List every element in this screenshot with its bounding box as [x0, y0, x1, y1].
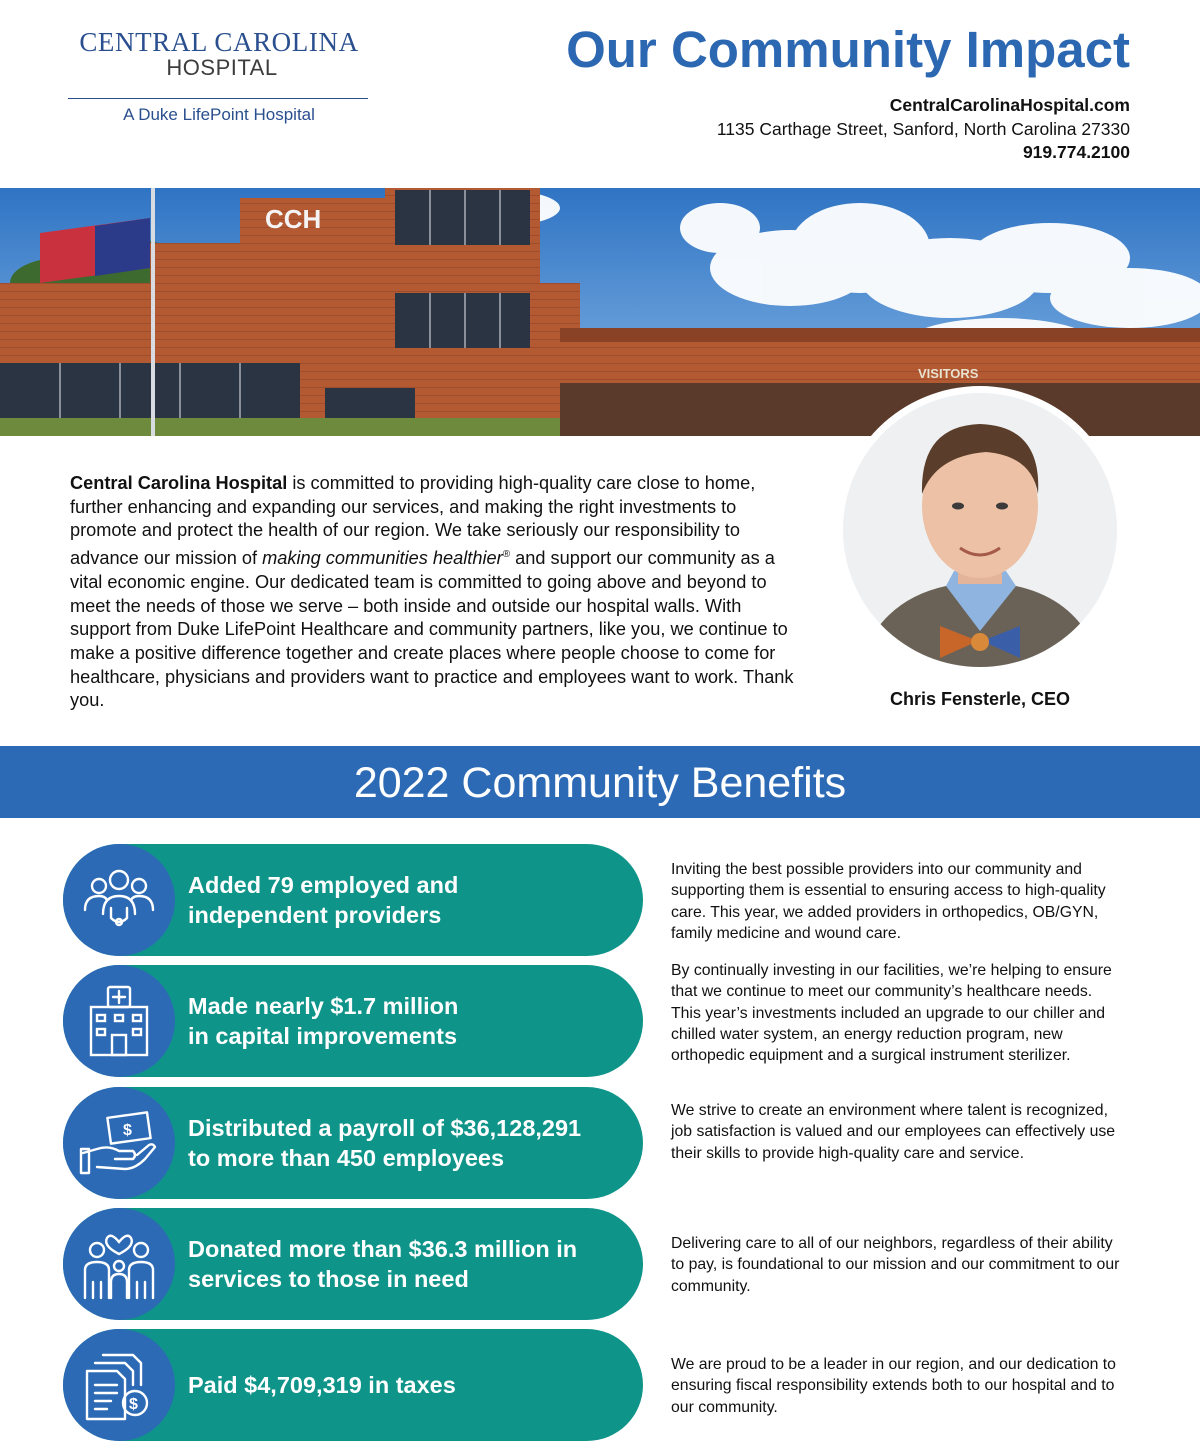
benefit-providers: [63, 844, 643, 956]
svg-text:$: $: [129, 1396, 138, 1413]
ceo-portrait: [836, 386, 1124, 674]
section-banner: 2022 Community Benefits: [0, 746, 1200, 818]
tax-document-icon: [75, 1341, 163, 1429]
benefit-icon-circle: [63, 844, 175, 956]
benefit-payroll: [63, 1087, 643, 1199]
benefit-title: [188, 1208, 628, 1320]
visitors-sign: VISITORS: [918, 366, 979, 381]
benefit-capital: [63, 965, 643, 1077]
hospital-building-icon: [75, 977, 163, 1065]
contact-block: [717, 94, 1130, 165]
logo-name: CENTRAL CAROLINA: [79, 27, 359, 57]
benefit-title-line1: Added 79 employed and: [188, 872, 459, 898]
registered-mark: ®: [502, 549, 511, 561]
benefit-icon-circle: [63, 1087, 175, 1199]
benefit-title-line2: to more than 450 employees: [188, 1145, 505, 1171]
benefit-title: [188, 844, 628, 956]
benefit-title: [188, 1329, 628, 1441]
benefit-taxes: [63, 1329, 643, 1441]
address: 1135 Carthage Street, Sanford, North Carolina 27330: [716, 118, 1130, 139]
benefit-description: We strive to create an environment where talent is recognized, job satisfaction is valued and our employees can effectively use their skills to provide high-quality care and service.: [671, 1102, 1116, 1162]
intro-paragraph: [70, 472, 805, 713]
benefit-title-line2: in capital improvements: [188, 1023, 458, 1049]
benefit-icon-circle: [63, 1208, 175, 1320]
family-heart-icon: [75, 1220, 163, 1308]
benefit-title-line2: services to those in need: [188, 1266, 469, 1292]
people-group-icon: [75, 856, 163, 944]
benefit-icon-circle: [63, 965, 175, 1077]
benefit-title: [188, 965, 628, 1077]
mission-statement: making communities healthier: [262, 548, 503, 569]
benefit-description: By continually investing in our facilities, we’re helping to ensure that we continue to meet our community’s healthcare needs. This year’s investments included an upgrade to our chiller and chilled water system, an energy reduction program, new orthopedic equipment and a surgical instrument sterilizer.: [671, 962, 1112, 1065]
benefit-donations: [63, 1208, 643, 1320]
benefit-description: Delivering care to all of our neighbors, regardless of their ability to pay, is foundational to our mission and our commitment to our community.: [671, 1235, 1120, 1295]
intro-text-a: is committed to providing high-quality care close to home, further enhancing and expanding our services, and making the right investments to promote and protect the health of our region. We take seriously our responsibility to advance our mission of: [70, 473, 756, 569]
website-link[interactable]: CentralCarolinaHospital.com: [889, 95, 1130, 115]
hand-money-icon: [75, 1099, 163, 1187]
benefit-title-line1: Distributed a payroll of $36,128,291: [188, 1115, 582, 1141]
intro-text-b: and support our community as a vital economic engine. Our dedicated team is committed to going above and beyond to meet the needs of those we serve – both inside and outside our hospital walls. With support from Duke LifePoint Healthcare and community partners, like you, we continue to make a positive difference together and create places where people choose to come for healthcare, physicians and providers want to practice and employees want to work. Thank you.: [70, 548, 794, 711]
logo-subname: HOSPITAL: [166, 55, 278, 80]
benefit-description: Inviting the best possible providers into our community and supporting them is essential to ensuring access to high-quality care. This year, we added providers in orthopedics, OB/GYN, family medicine and wound care.: [671, 861, 1106, 942]
logo-divider: [68, 98, 368, 99]
phone-number[interactable]: 919.774.2100: [1022, 142, 1130, 162]
benefit-icon-circle: [63, 1329, 175, 1441]
benefit-title-line2: independent providers: [188, 902, 442, 928]
logo-tagline: A Duke LifePoint Hospital: [123, 105, 315, 124]
building-sign: CCH: [265, 204, 322, 234]
benefit-title: [188, 1087, 628, 1199]
benefit-title-line1: Donated more than $36.3 million in: [188, 1236, 578, 1262]
svg-text:$: $: [123, 1122, 132, 1139]
benefit-title-line1: Paid $4,709,319 in taxes: [188, 1372, 456, 1398]
page-title: Our Community Impact: [566, 21, 1130, 78]
benefit-description: We are proud to be a leader in our region, and our dedication to ensuring fiscal responsibility extends both to our hospital and to our community.: [671, 1356, 1116, 1416]
hospital-logo: [66, 28, 372, 125]
ceo-caption: Chris Fensterle, CEO: [889, 689, 1071, 709]
intro-lead: Central Carolina Hospital: [70, 473, 288, 493]
benefit-title-line1: Made nearly $1.7 million: [188, 993, 459, 1019]
